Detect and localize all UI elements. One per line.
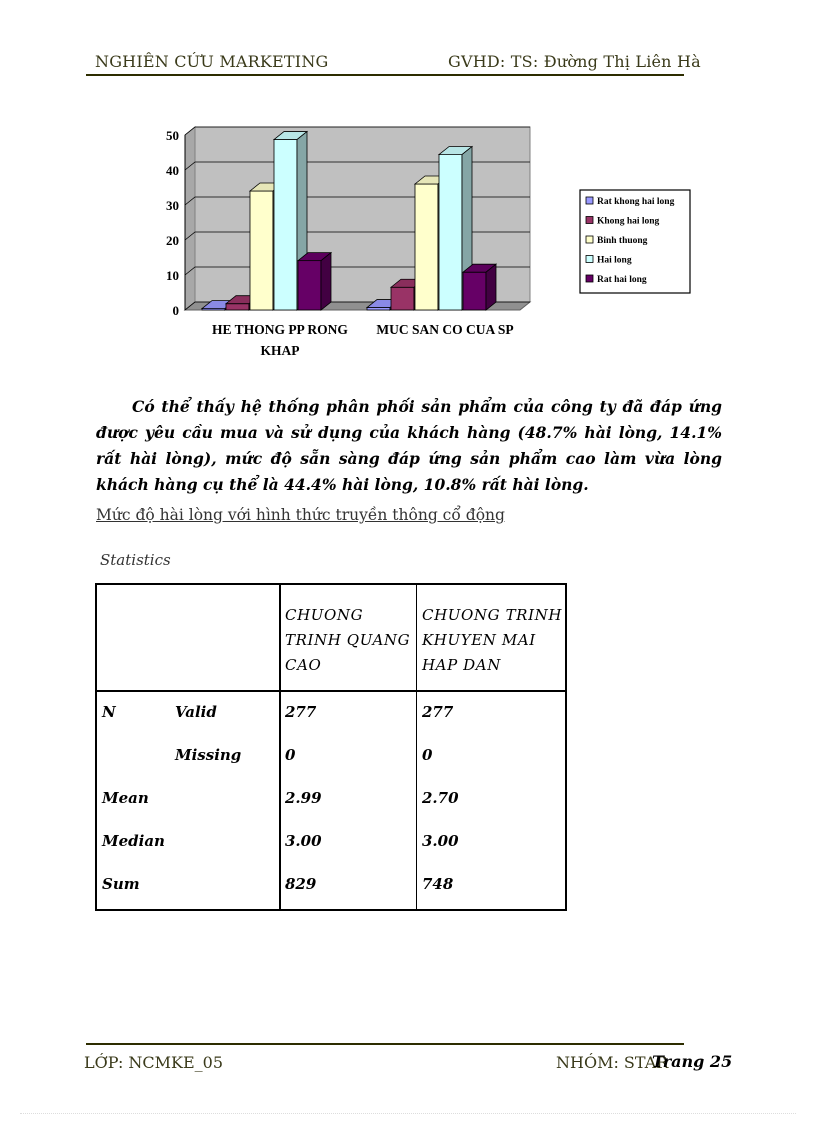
bar-front <box>274 140 297 310</box>
bar-front <box>415 184 438 310</box>
bar-front <box>226 304 249 310</box>
analysis-paragraph: Có thể thấy hệ thống phân phối sản phẩm của công ty đã đáp ứng được yêu cầu mua và sử dụng của khách hàng (48.7% hài lòng, 14.1% rất hài lòng), mức độ sẵn sàng đáp ứng sản phẩm cao làm vừa lòng khách hàng cụ thể là 44.4% hài lòng, 10.8% rất hài lòng. <box>96 397 722 494</box>
y-tick-label: 30 <box>166 198 179 213</box>
row-label-valid: Valid <box>175 703 217 721</box>
footer-group: NHÓM: STAR <box>556 1053 669 1072</box>
y-tick-label: 50 <box>166 128 179 143</box>
column-header-quang-cao: CHUONG TRINH QUANG CAO <box>285 606 411 674</box>
legend-swatch <box>586 256 593 263</box>
satisfaction-bar-chart <box>150 120 710 370</box>
legend-swatch <box>586 275 593 282</box>
y-tick-label: 20 <box>166 233 179 248</box>
header-instructor: GVHD: TS: Đường Thị Liên Hà <box>448 52 701 71</box>
chart-svg <box>150 120 710 370</box>
footer-rule <box>86 1043 684 1045</box>
x-category-label: HE THONG PP RONG <box>212 322 348 337</box>
bar-side <box>321 253 331 310</box>
table-divider <box>279 585 281 909</box>
header-rule <box>86 74 684 76</box>
cell-valid-1: 277 <box>285 703 317 721</box>
legend-label: Khong hai long <box>597 216 660 227</box>
statistics-table <box>95 583 567 911</box>
table-header-rule <box>97 690 565 692</box>
stats-title: Statistics <box>100 551 171 569</box>
cell-mean-2: 2.70 <box>422 789 459 807</box>
y-tick-label: 10 <box>166 268 179 283</box>
footer-class: LỚP: NCMKE_05 <box>84 1053 224 1072</box>
page-edge <box>20 1113 796 1114</box>
y-tick-label: 0 <box>172 303 179 318</box>
bar-side <box>486 264 496 310</box>
y-tick-label: 40 <box>166 163 179 178</box>
row-label-sum: Sum <box>102 875 140 893</box>
legend-label: Hai long <box>597 255 632 266</box>
column-header-khuyen-mai: CHUONG TRINH KHUYEN MAI HAP DAN <box>422 606 563 674</box>
legend-swatch <box>586 197 593 204</box>
legend-swatch <box>586 236 593 243</box>
cell-valid-2: 277 <box>422 703 454 721</box>
row-label-mean: Mean <box>102 789 149 807</box>
cell-mean-1: 2.99 <box>285 789 322 807</box>
legend-label: Binh thuong <box>597 236 648 246</box>
cell-median-2: 3.00 <box>422 832 459 850</box>
bar-front <box>463 272 486 310</box>
cell-sum-1: 829 <box>285 875 317 893</box>
cell-sum-2: 748 <box>422 875 454 893</box>
row-label-median: Median <box>102 832 165 850</box>
page-number: Trang 25 <box>652 1052 733 1071</box>
legend-label: Rat hai long <box>597 275 647 285</box>
legend-swatch <box>586 217 593 224</box>
bar-front <box>250 191 273 310</box>
row-label-missing: Missing <box>175 746 242 764</box>
cell-missing-1: 0 <box>285 746 296 764</box>
chart-side-wall <box>185 127 195 310</box>
header-course-title: NGHIÊN CỨU MARKETING <box>95 52 329 71</box>
cell-missing-2: 0 <box>422 746 433 764</box>
x-category-label: MUC SAN CO CUA SP <box>376 322 514 337</box>
cell-median-1: 3.00 <box>285 832 322 850</box>
legend-label: Rat khong hai long <box>597 197 675 207</box>
row-label-n: N <box>102 703 116 721</box>
bar-front <box>391 287 414 310</box>
bar-front <box>298 261 321 310</box>
x-category-label: KHAP <box>260 343 300 358</box>
section-subheading: Mức độ hài lòng với hình thức truyền thông cổ động <box>96 506 505 524</box>
bar-front <box>439 155 462 310</box>
